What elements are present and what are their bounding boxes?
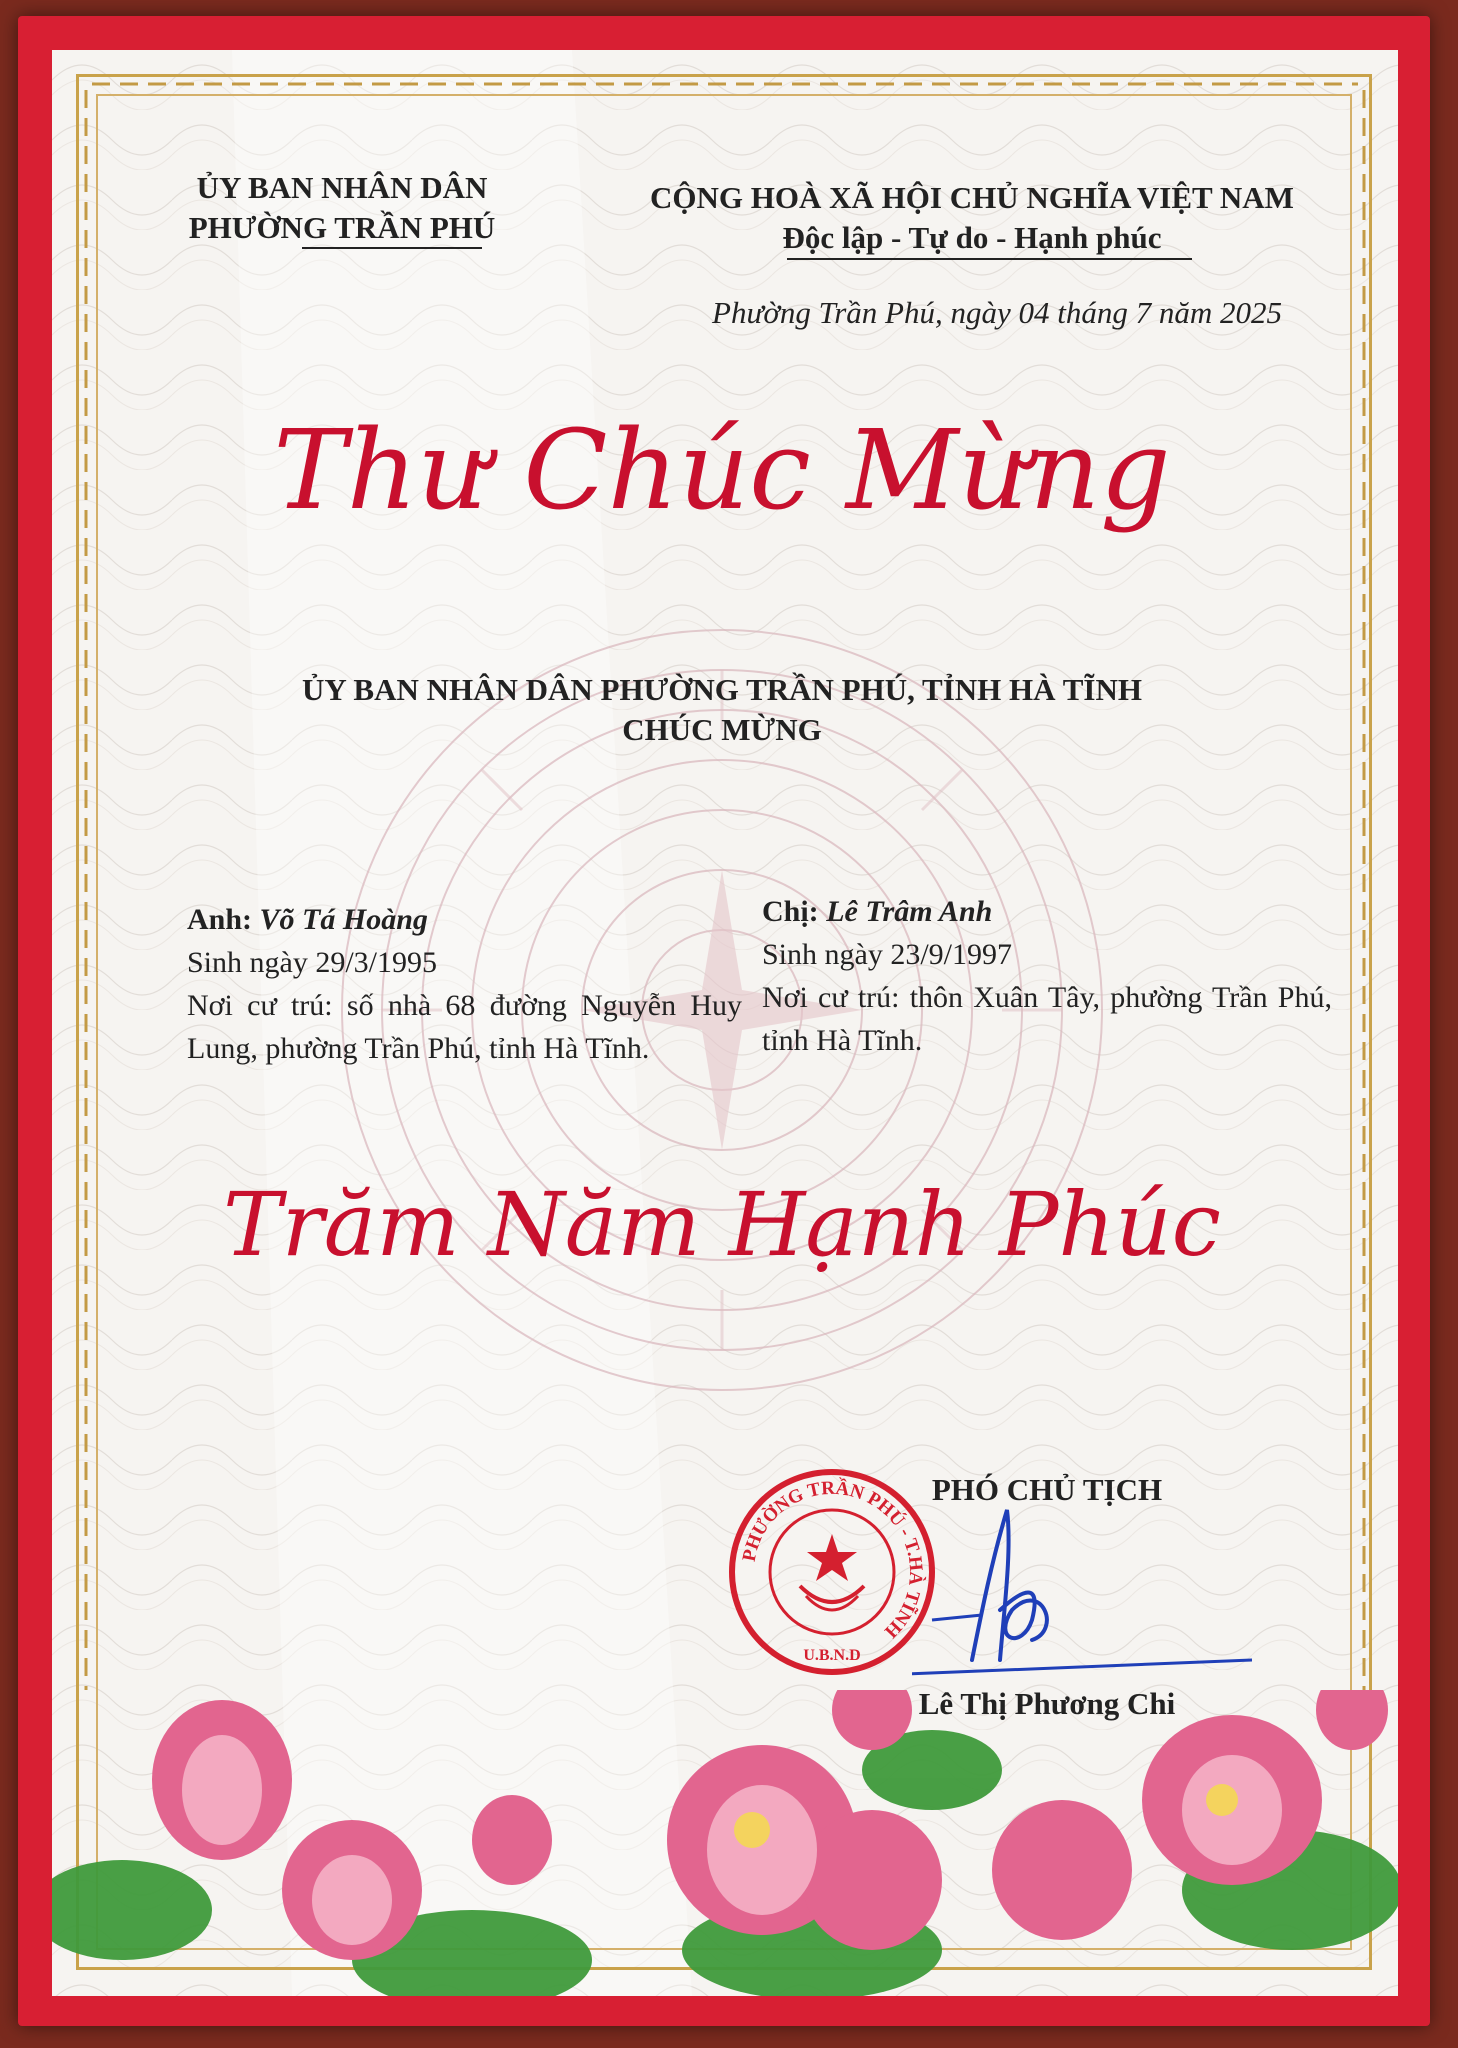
groom-name-row xyxy=(187,898,742,941)
bride-name: Lê Trâm Anh xyxy=(826,895,993,928)
groom-label: Anh: xyxy=(187,903,253,936)
groom-info xyxy=(187,898,742,1070)
seal-bottom-text: U.B.N.D xyxy=(803,1647,861,1664)
motto-underline xyxy=(787,258,1192,260)
bride-birth: Sinh ngày 23/9/1997 xyxy=(762,938,1013,971)
agency-line-2: PHƯỜNG TRẦN PHÚ xyxy=(188,210,496,245)
agency-line-1: ỦY BAN NHÂN DÂN xyxy=(196,170,488,205)
wish-text: Trăm Năm Hạnh Phúc xyxy=(223,1173,1221,1276)
issue-date: Phường Trần Phú, ngày 04 tháng 7 năm 2025 xyxy=(712,295,1282,330)
lotus-decoration xyxy=(52,1690,1398,1996)
signer-title: PHÓ CHỦ TỊCH xyxy=(931,1472,1163,1507)
motto: Độc lập - Tự do - Hạnh phúc xyxy=(782,220,1162,255)
bride-info xyxy=(762,890,1332,1062)
signer-name: Lê Thị Phương Chi xyxy=(918,1686,1176,1721)
certificate-title: Thư Chúc Mừng xyxy=(273,406,1171,534)
groom-birth: Sinh ngày 29/3/1995 xyxy=(187,946,438,979)
congratulation-line-2: CHÚC MỪNG xyxy=(622,712,822,747)
groom-name: Võ Tá Hoàng xyxy=(259,903,428,936)
seal-text: PHƯỜNG TRẦN PHÚ - T.HÀ TĨNH xyxy=(738,1477,927,1642)
certificate-card xyxy=(18,16,1430,2026)
groom-residence: Nơi cư trú: số nhà 68 đường Nguyễn Huy Lung, phường Trần Phú, tỉnh Hà Tĩnh. xyxy=(187,989,742,1065)
official-seal xyxy=(728,1468,936,1676)
national-motto xyxy=(612,178,1332,258)
agency-underline xyxy=(302,247,482,249)
issuing-agency xyxy=(172,168,512,248)
handwritten-signature xyxy=(912,1490,1252,1690)
bride-name-row xyxy=(762,890,1332,933)
congratulation-heading xyxy=(202,670,1242,750)
country-name: CỘNG HOÀ XÃ HỘI CHỦ NGHĨA VIỆT NAM xyxy=(650,180,1294,215)
bride-label: Chị: xyxy=(762,895,819,928)
certificate-paper xyxy=(52,50,1398,1996)
bride-residence: Nơi cư trú: thôn Xuân Tây, phường Trần Phú, tỉnh Hà Tĩnh. xyxy=(762,981,1332,1057)
congratulation-line-1: ỦY BAN NHÂN DÂN PHƯỜNG TRẦN PHÚ, TỈNH HÀ TĨNH xyxy=(302,672,1142,707)
